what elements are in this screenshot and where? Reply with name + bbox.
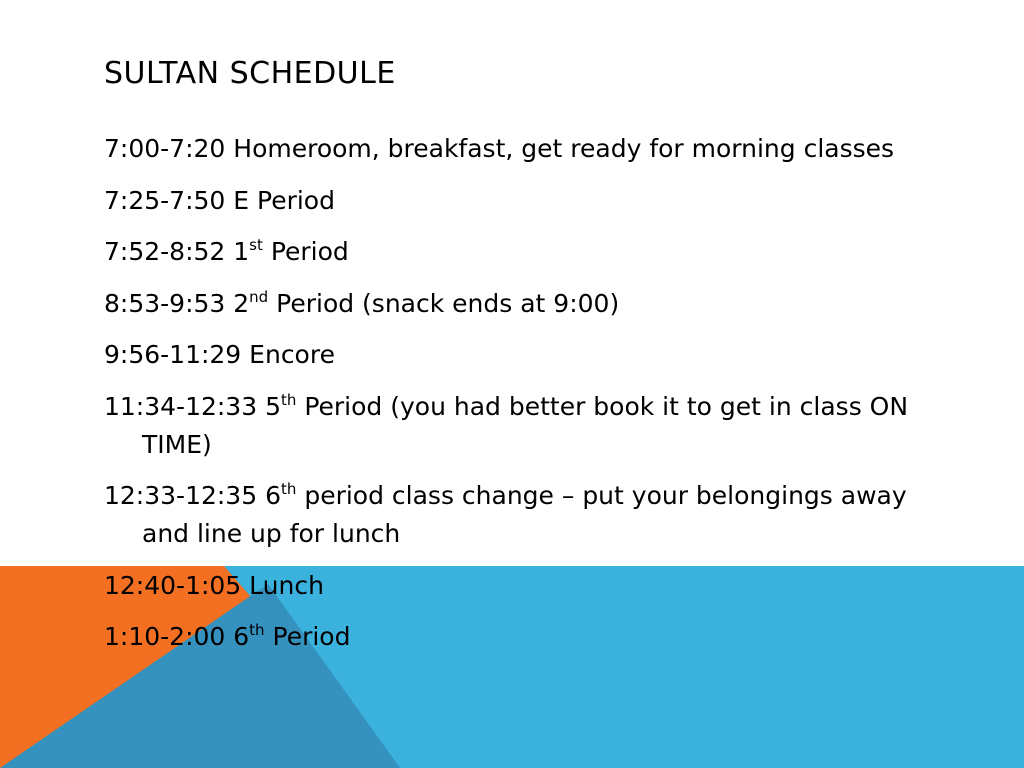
schedule-desc: E Period — [233, 185, 335, 215]
schedule-time: 1:10-2:00 — [104, 622, 226, 651]
slide-title: SULTAN SCHEDULE — [104, 56, 396, 91]
ordinal-suffix: th — [280, 480, 297, 498]
schedule-desc-rest: Period — [262, 237, 349, 266]
schedule-desc-rest: Period (you had better book it to get in class ON TIME) — [142, 391, 916, 459]
ordinal-suffix: th — [280, 390, 297, 409]
schedule-desc: 2 — [233, 288, 250, 318]
schedule-time: 12:40-1:05 — [104, 570, 242, 600]
schedule-item — [104, 388, 944, 464]
schedule-item — [104, 285, 944, 323]
schedule-item — [104, 477, 944, 553]
schedule-item — [104, 130, 944, 168]
schedule-item — [104, 618, 944, 656]
schedule-desc: 5 — [265, 391, 281, 421]
schedule-item — [104, 233, 944, 271]
schedule-desc: 6 — [265, 481, 281, 510]
schedule-time: 7:52-8:52 — [104, 237, 226, 266]
ordinal-suffix: th — [249, 621, 265, 639]
schedule-item — [104, 567, 944, 605]
schedule-desc: 1 — [233, 237, 250, 266]
schedule-time: 12:33-12:35 — [104, 481, 258, 510]
schedule-desc-rest: Period — [264, 622, 351, 651]
schedule-desc-rest: Period (snack ends at 9:00) — [268, 288, 620, 318]
ordinal-suffix: st — [249, 236, 263, 254]
schedule-time: 8:53-9:53 — [104, 288, 226, 318]
schedule-item — [104, 336, 944, 374]
schedule-desc: Encore — [249, 340, 335, 369]
schedule-item — [104, 182, 944, 220]
schedule-time: 11:34-12:33 — [104, 391, 258, 421]
schedule-time: 7:25-7:50 — [104, 185, 226, 215]
schedule-desc: 6 — [233, 622, 250, 651]
schedule-time: 9:56-11:29 — [104, 340, 242, 369]
ordinal-suffix: nd — [249, 287, 269, 306]
schedule-time: 7:00-7:20 — [104, 134, 226, 163]
schedule-desc-rest: period class change – put your belongings away and line up for lunch — [142, 481, 915, 548]
schedule-list — [104, 130, 944, 670]
schedule-desc: Lunch — [249, 570, 324, 600]
schedule-desc: Homeroom, breakfast, get ready for morning classes — [233, 134, 895, 163]
